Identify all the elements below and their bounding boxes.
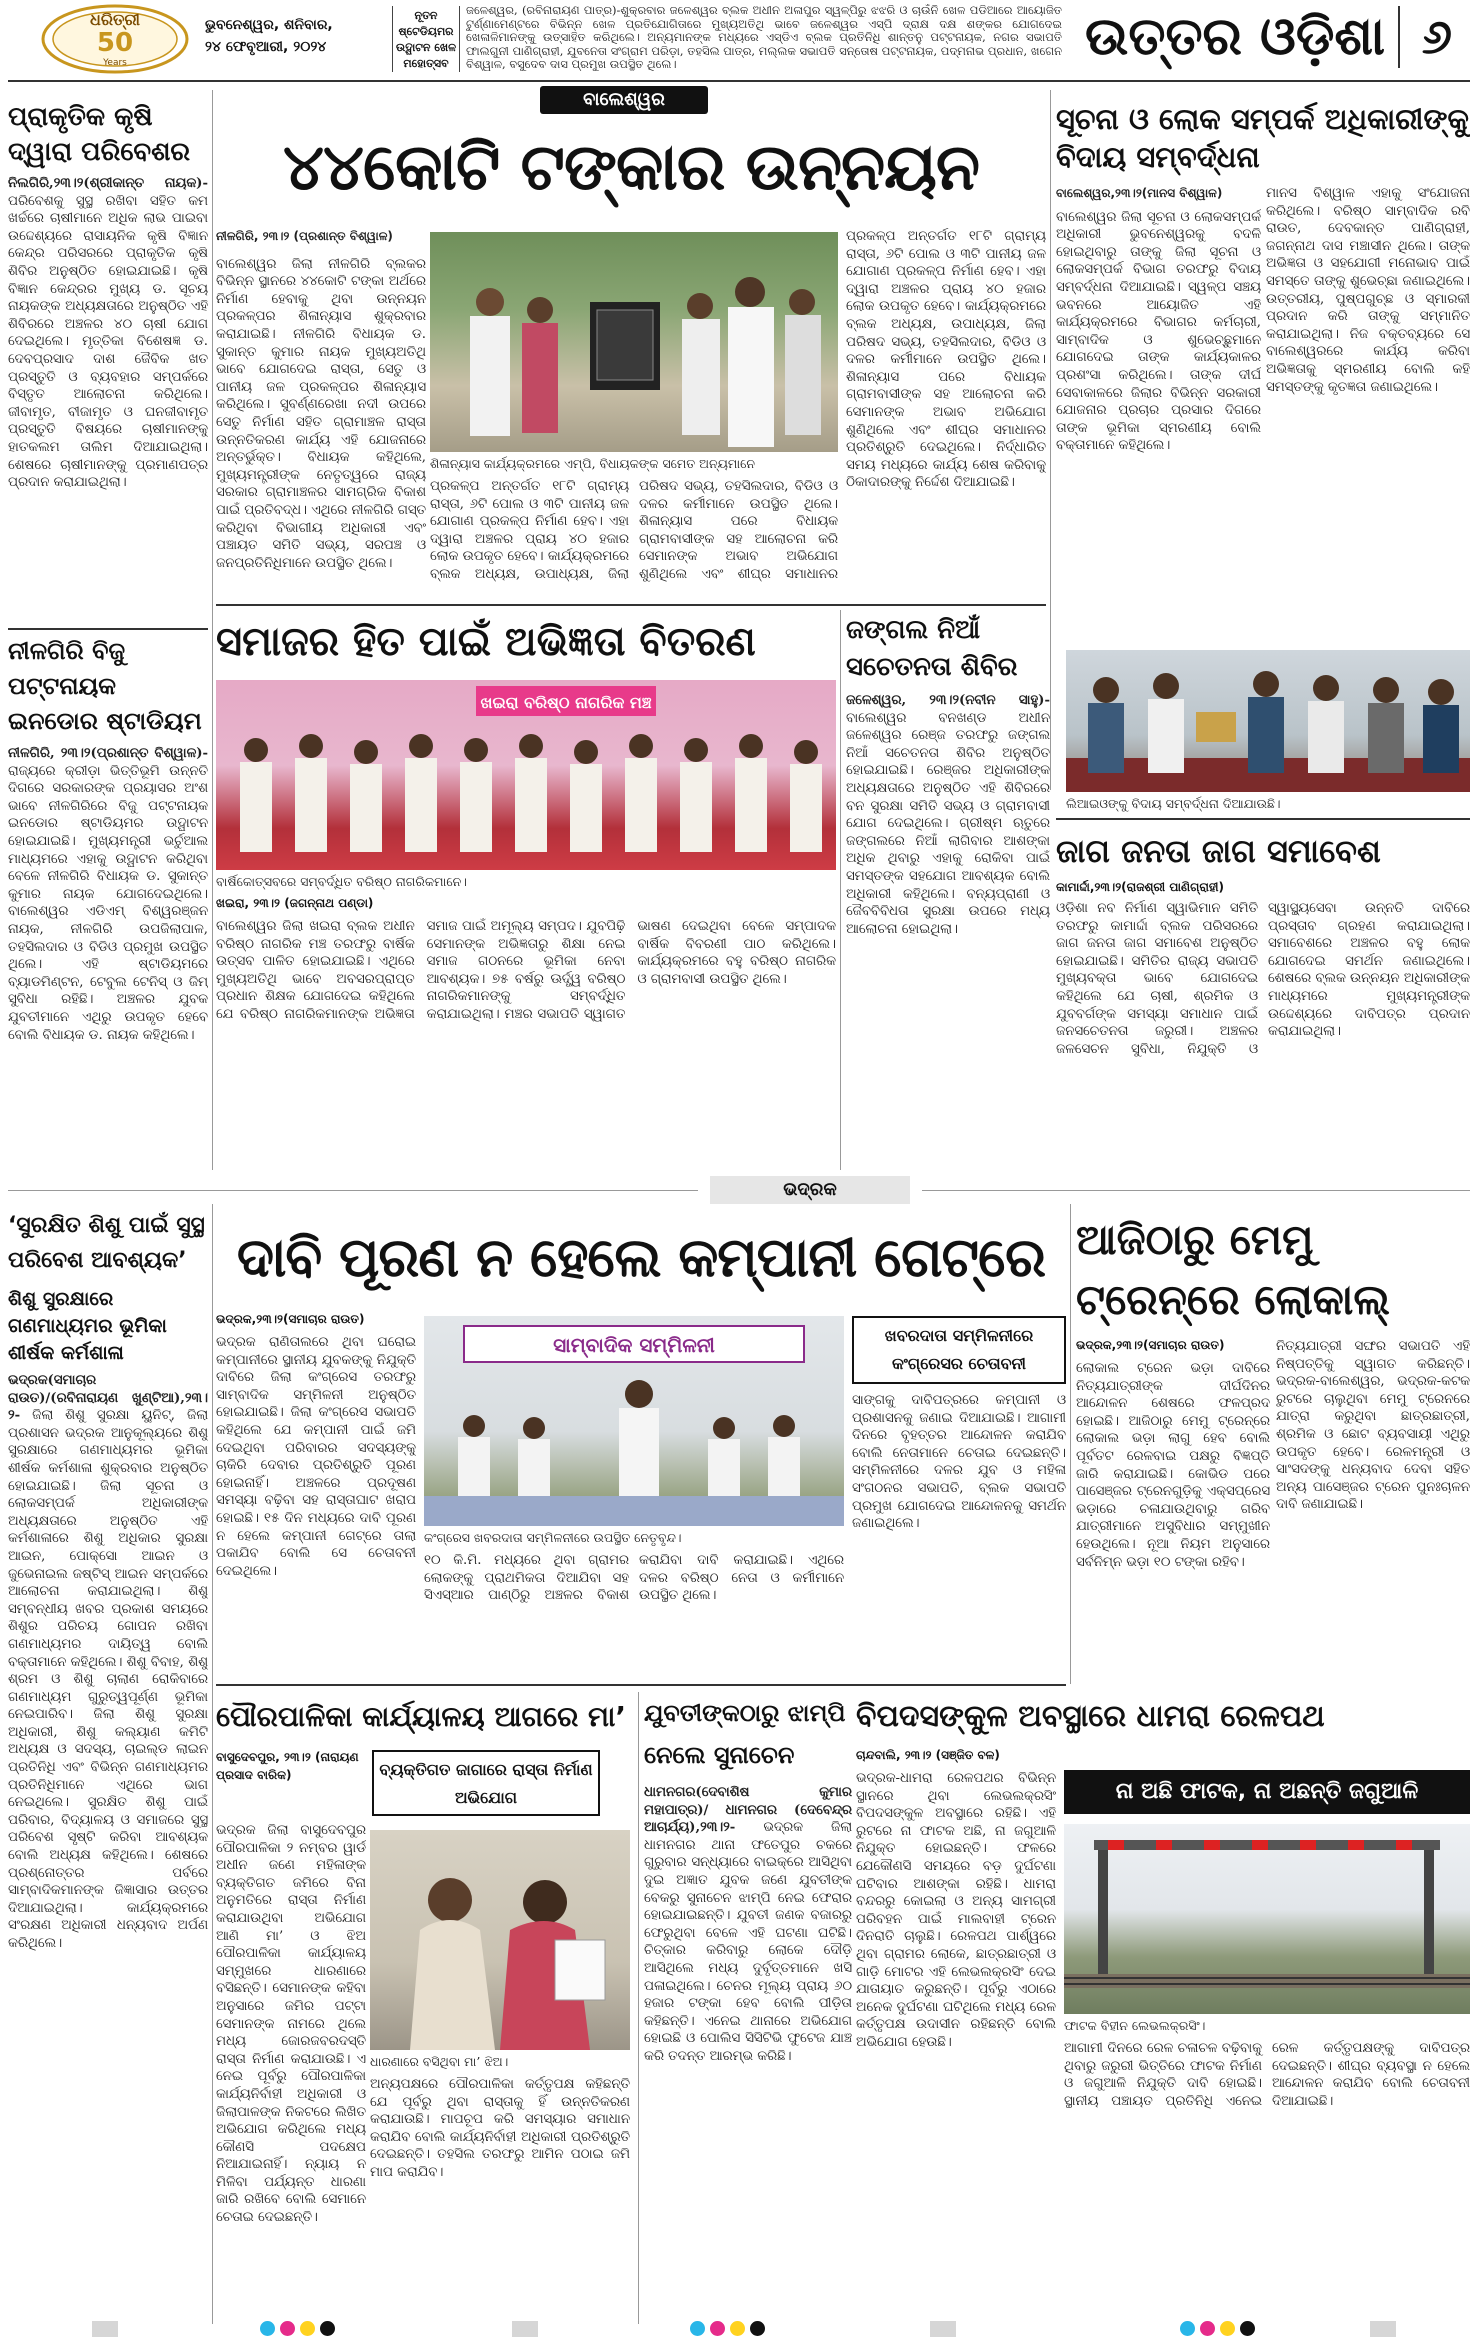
registration-mark [92, 2321, 118, 2337]
shilanyas-caption: ଶିଳାନ୍ୟାସ କାର୍ଯ୍ୟକ୍ରମରେ ଏମ୍‌ପି, ବିଧାୟକଙ୍କ ସମେତ ଅନ୍ୟମାନେ [430, 456, 755, 471]
issue-date-line2: ୨୪ ଫେବୃଆରୀ, ୨୦୨୪ [205, 39, 327, 55]
dhamara-headline: ବିପଦସଙ୍କୁଳ ଅବସ୍ଥାରେ ଧାମରା ରେଳପଥ [856, 1699, 1325, 1734]
bidaya-text: ବାଲେଶ୍ୱର ଜିଲା ସୂଚନା ଓ ଲୋକସମ୍ପର୍କ ଅଧିକାରୀ ଭୁବନେଶ୍ୱରକୁ ବଦଳି ହୋଇଥିବାରୁ ତାଙ୍କୁ ଜିଲା ସୂଚନା ଓ ଲୋକସମ୍ପର୍କ ବିଭାଗ ତରଫରୁ ବିଦାୟ ସମ୍ବର୍ଦ୍ଧନା ଦିଆଯାଇଛି। ସ୍ୱଳ୍ପ ସଞ୍ଚୟ ଭବନରେ ଆୟୋଜିତ ଏହି କାର୍ଯ୍ୟକ୍ରମରେ ବିଭାଗର କର୍ମଚାରୀ, ସାମ୍ବାଦିକ ଓ ଶୁଭେଚ୍ଛୁମାନେ ଯୋଗଦେଇ ତାଙ୍କ କାର୍ଯ୍ୟକାଳର ପ୍ରଶଂସା କରିଥିଲେ। ତାଙ୍କ ଦୀର୍ଘ ସେବାକାଳରେ ଜିଲାର ବିଭିନ୍ନ ସରକାରୀ ଯୋଜନାର ପ୍ରଚାର ପ୍ରସାର ଦିଗରେ ତାଙ୍କ ଭୂମିକା ସ୍ମରଣୀୟ ବୋଲି ବକ୍ତାମାନେ କହିଥିଲେ। [1056, 209, 1261, 454]
swatch-magenta [710, 2321, 725, 2336]
dabi-dateline: ଭଦ୍ରକ,୨୩।୨(ସମାଚାର ରାଉତ) [216, 1312, 365, 1326]
dabi-banner-text: ସାମ୍ବାଦିକ ସମ୍ମିଳନୀ [553, 1333, 715, 1357]
logo-number: 50 [96, 28, 134, 58]
shilanyas-dateline: ନୀଳଗିରି, ୨୩।୨ (ପ୍ରଶାନ୍ତ ବିଶ୍ୱାଳ) [216, 229, 393, 243]
section-label-bhadrak: ଭଦ୍ରକ [710, 1176, 910, 1204]
shilanyas-text: ବାଲେଶ୍ୱର ଜିଲା ନୀଳଗିରି ବ୍ଲକର ବିଭିନ୍ନ ସ୍ଥାନରେ ୪୪କୋଟି ଟଙ୍କା ଅର୍ଥରେ ନିର୍ମାଣ ହେବାକୁ ଥିବା ଉନ୍ନୟନ ପ୍ରକଳ୍ପର ଶିଳାନ୍ୟାସ ଶୁକ୍ରବାର କରାଯାଇଛି। ନୀଳଗିରି ବିଧାୟକ ଡ. ସୁକାନ୍ତ କୁମାର ନାୟକ ମୁଖ୍ୟଅତିଥି ଭାବେ ଯୋଗଦେଇ ରାସ୍ତା, ସେତୁ ଓ ପାନୀୟ ଜଳ ପ୍ରକଳ୍ପର ଶିଳାନ୍ୟାସ କରିଥିଲେ। ସୁବର୍ଣ୍ଣରେଖା ନଦୀ ଉପରେ ସେତୁ ନିର୍ମାଣ ସହିତ ଗ୍ରାମାଞ୍ଚଳ ରାସ୍ତା ଉନ୍ନତିକରଣ କାର୍ଯ୍ୟ ଏହି ଯୋଜନାରେ ଅନ୍ତର୍ଭୁକ୍ତ। ବିଧାୟକ କହିଥିଲେ, ମୁଖ୍ୟମନ୍ତ୍ରୀଙ୍କ ନେତୃତ୍ୱରେ ରାଜ୍ୟ ସରକାର ଗ୍ରାମାଞ୍ଚଳର ସାମଗ୍ରିକ ବିକାଶ ପାଇଁ ପ୍ରତିବଦ୍ଧ। ଏଥିରେ ନୀଳଗିରି ଗସ୍ତ କରିଥିବା ବିଭାଗୀୟ ଅଧିକାରୀ ଏବଂ ପଞ୍ଚାୟତ ସମିତି ସଭ୍ୟ, ସରପଞ୍ଚ ଓ ଜନପ୍ରତିନିଧିମାନେ ଉପସ୍ଥିତ ଥିଲେ। [216, 256, 426, 571]
jungle-body [846, 692, 1050, 1170]
issue-date-line1: ଭୁବନେଶ୍ୱର, ଶନିବାର, [205, 17, 333, 33]
col-divider-4 [212, 1204, 213, 2324]
yubati-dateline: ଧାମନଗର(ଦେବାଶିଷ କୁମାର ମହାପାତ୍ର)/ ଧାମନଗର (ଦେବେନ୍ଦ୍ର ଆଚାର୍ଯ୍ୟ),୨୩।୨- [644, 1785, 852, 1836]
samaj-headline: ସମାଜର ହିତ ପାଇଁ ଅଭିଜ୍ଞତା ବିତରଣ [216, 619, 756, 665]
dabi-sidehead-box [852, 1316, 1066, 1384]
pourapalika-caption: ଧାରଣାରେ ବସିଥିବା ମା’ ଝିଅ। [370, 2054, 509, 2069]
dabi-rule [216, 1684, 1066, 1686]
dhamara-subhead: ନା ଅଛି ଫାଟକ, ନା ଅଛନ୍ତି ଜଗୁଆଳି [1064, 1770, 1470, 1814]
samaj-body: ବାଲେଶ୍ୱର ଜିଲା ଖଇରା ବ୍ଲକ ଅଧୀନ ବରିଷ୍ଠ ନାଗରିକ ମଞ୍ଚ ତରଫରୁ ବାର୍ଷିକ ଉତ୍ସବ ପାଳିତ ହୋଇଯାଇଛି। ଏଥିରେ ମୁଖ୍ୟଅତିଥି ଭାବେ ଅବସରପ୍ରାପ୍ତ ପ୍ରଧାନ ଶିକ୍ଷକ ଯୋଗଦେଇ କହିଥିଲେ ଯେ ବରିଷ୍ଠ ନାଗରିକମାନଙ୍କ ଅଭିଜ୍ଞତା ସମାଜ ପାଇଁ ଅମୂଲ୍ୟ ସମ୍ପଦ। ଯୁବପିଢ଼ି ସେମାନଙ୍କ ଅଭିଜ୍ଞତାରୁ ଶିକ୍ଷା ନେଇ ସମାଜ ଗଠନରେ ଭୂମିକା ନେବା ଆବଶ୍ୟକ। ୭୫ ବର୍ଷରୁ ଊର୍ଦ୍ଧ୍ୱ ବରିଷ୍ଠ ନାଗରିକମାନଙ୍କୁ ସମ୍ବର୍ଦ୍ଧିତ କରାଯାଇଥିଲା। ମଞ୍ଚର ସଭାପତି ସ୍ୱାଗତ ଭାଷଣ ଦେଇଥିବା ବେଳେ ସମ୍ପାଦକ ବାର୍ଷିକ ବିବରଣୀ ପାଠ କରିଥିଲେ। କାର୍ଯ୍ୟକ୍ରମରେ ବହୁ ବରିଷ୍ଠ ନାଗରିକ ଓ ଗ୍ରାମବାସୀ ଉପସ୍ଥିତ ଥିଲେ। [216, 919, 836, 1022]
logo-name: ଧରିତ୍ରୀ [90, 10, 140, 29]
swatch-cyan [260, 2321, 275, 2336]
bidaya-photo [1066, 650, 1470, 792]
pourapalika-subhead-box [372, 1750, 600, 1816]
col-divider-6 [638, 1692, 639, 2324]
stadium-headline: ନୀଳଗିରି ବିଜୁ ପଟ୍ଟନାୟକ ଇନଡୋର ଷ୍ଟାଡିୟମ [8, 637, 202, 735]
print-marks [0, 2320, 1477, 2339]
stadium-dateline: ନୀଳଗିରି, ୨୩।୨(ପ୍ରଶାନ୍ତ ବିଶ୍ୱାଳ)- [8, 746, 208, 761]
dhamara-col2: ଆଗାମୀ ଦିନରେ ରେଳ ଚଳାଚଳ ବଢ଼ିବାକୁ ଥିବାରୁ ଜରୁରୀ ଭିତ୍ତିରେ ଫାଟକ ନିର୍ମାଣ ଓ ଜଗୁଆଳି ନିଯୁକ୍ତି ଦାବି ହୋଇଛି। ସ୍ଥାନୀୟ ପଞ୍ଚାୟତ ପ୍ରତିନିଧି ଏନେଇ ରେଳ କର୍ତ୍ତୃପକ୍ଷଙ୍କୁ ଦାବିପତ୍ର ଦେଇଛନ୍ତି। ଶୀଘ୍ର ବ୍ୟବସ୍ଥା ନ ହେଲେ ଆନ୍ଦୋଳନ କରାଯିବ ବୋଲି ଚେତାବନୀ ଦିଆଯାଇଛି। [1064, 2041, 1470, 2109]
col-divider-3 [840, 610, 841, 1170]
krushi-rule [8, 628, 208, 630]
yubati-headline: ଯୁବତୀଙ୍କଠାରୁ ଝାମ୍ପି ନେଲେ ସୁନାଚେନ [644, 1699, 846, 1769]
issue-date [205, 14, 385, 64]
dabi-photo [424, 1316, 844, 1526]
press-meet-image [424, 1316, 844, 1526]
bhadrak-rule-left [8, 1190, 698, 1191]
memu-col2: ନିତ୍ୟଯାତ୍ରୀ ସଙ୍ଘର ସଭାପତି ଏହି ନିଷ୍ପତ୍ତିକୁ ସ୍ୱାଗତ କରିଛନ୍ତି। ଭଦ୍ରକ-ବାଲେଶ୍ୱର, ଭଦ୍ରକ-କଟକ ରୁଟରେ ଚାଲୁଥିବା ମେମୁ ଟ୍ରେନରେ ଯାତ୍ରା କରୁଥିବା ଛାତ୍ରଛାତ୍ରୀ, ଶ୍ରମିକ ଓ ଛୋଟ ବ୍ୟବସାୟୀ ଏଥିରୁ ଉପକୃତ ହେବେ। ରେଳମନ୍ତ୍ରୀ ଓ ସାଂସଦଙ୍କୁ ଧନ୍ୟବାଦ ଦେବା ସହିତ ଅନ୍ୟ ପାସେଞ୍ଜର ଟ୍ରେନ ପୁନଃଚାଳନ ଦାବି ଜଣାଯାଇଛି। [1276, 1339, 1470, 1513]
samaj-banner-text: ଖଇରା ବରିଷ୍ଠ ନାଗରିକ ମଞ୍ଚ [480, 693, 652, 712]
logo-sub: Years [103, 58, 127, 68]
dabi-col3: ସାଙ୍ଗକୁ ଦାବିପତ୍ରରେ କମ୍ପାନୀ ଓ ପ୍ରଶାସନକୁ ଜଣାଇ ଦିଆଯାଇଛି। ଆଗାମୀ ଦିନରେ ବୃହତ୍ତର ଆନ୍ଦୋଳନ କରାଯିବ ବୋଲି ନେତାମାନେ ଚେତାଇ ଦେଇଛନ୍ତି। ସମ୍ମିଳନୀରେ ଦଳର ଯୁବ ଓ ମହିଳା ସଂଗଠନର ସଭାପତି, ବ୍ଲକ ସଭାପତି ପ୍ରମୁଖ ଯୋଗଦେଇ ଆନ୍ଦୋଳନକୁ ସମର୍ଥନ ଜଣାଇଥିଲେ। [852, 1393, 1066, 1532]
dabi-caption: କଂଗ୍ରେସ ଖବରଦାତା ସମ୍ମିଳନୀରେ ଉପସ୍ଥିତ ନେତୃବୃନ୍ଦ। [424, 1530, 682, 1545]
swatch-black [750, 2321, 765, 2336]
dabi-headline: ଦାବି ପୂରଣ ନ ହେଲେ କମ୍ପାନୀ ଗେଟ୍‌ରେ [236, 1226, 1046, 1289]
jaga-body: ଓଡ଼ିଶା ନବ ନିର୍ମାଣ ସ୍ୱାଭିମାନ ସମିତି ତରଫରୁ କାମାର୍ଦ୍ଦା ବ୍ଲକ ପରିସରରେ ଜାଗ ଜନତା ଜାଗ ସମାବେଶ ଅନୁଷ୍ଠିତ ହୋଇଯାଇଛି। ସମିତିର ରାଜ୍ୟ ସଭାପତି ମୁଖ୍ୟବକ୍ତା ଭାବେ ଯୋଗଦେଇ କହିଥିଲେ ଯେ ଚାଷୀ, ଶ୍ରମିକ ଓ ଯୁବବର୍ଗଙ୍କ ସମସ୍ୟା ସମାଧାନ ପାଇଁ ଜନସଚେତନତା ଜରୁରୀ। ଅଞ୍ଚଳର ଜଳସେଚନ ସୁବିଧା, ନିଯୁକ୍ତି ଓ ସ୍ୱାସ୍ଥ୍ୟସେବା ଉନ୍ନତି ଦାବିରେ ପ୍ରସ୍ତାବ ଗ୍ରହଣ କରାଯାଇଥିଲା। ସମାବେଶରେ ଅଞ୍ଚଳର ବହୁ ଲୋକ ଯୋଗଦେଇ ସମର୍ଥନ ଜଣାଇଥିଲେ। ଶେଷରେ ବ୍ଲକ ଉନ୍ନୟନ ଅଧିକାରୀଙ୍କ ମାଧ୍ୟମରେ ମୁଖ୍ୟମନ୍ତ୍ରୀଙ୍କ ଉଦ୍ଦେଶ୍ୟରେ ଦାବିପତ୍ର ପ୍ରଦାନ କରାଯାଇଥିଲା। [1056, 901, 1470, 1057]
felicitation-image [1066, 650, 1470, 792]
memu-headline: ଆଜିଠାରୁ ମେମୁ ଟ୍ରେନ୍‌ରେ ଲୋକାଲ୍ [1076, 1215, 1390, 1324]
col-divider-5 [1070, 1204, 1071, 1684]
shishu-subhead: ଶିଶୁ ସୁରକ୍ଷାରେ ଗଣମାଧ୍ୟମର ଭୂମିକା ଶୀର୍ଷକ କର୍ମଶାଳା [8, 1288, 167, 1364]
samaj-photo [216, 680, 836, 870]
col-divider-2 [1050, 90, 1051, 790]
jaga-headline: ଜାଗ ଜନତା ଜାଗ ସମାବେଶ [1056, 832, 1381, 870]
bhadrak-rule-right [922, 1190, 1470, 1191]
yubati-col1 [644, 1784, 852, 2327]
swatch-cyan [1180, 2321, 1195, 2336]
krushi-body [8, 175, 208, 625]
bidaya-col1 [1056, 185, 1261, 605]
shishu-text: ଜିଲା ଶିଶୁ ସୁରକ୍ଷା ୟୁନିଟ୍, ଜିଲା ପ୍ରଶାସନ ଭଦ୍ରକ ଆନୁକୂଲ୍ୟରେ ଶିଶୁ ସୁରକ୍ଷାରେ ଗଣମାଧ୍ୟମର ଭୂମିକା ଶୀର୍ଷକ କର୍ମଶାଳା ଶୁକ୍ରବାର ଅନୁଷ୍ଠିତ ହୋଇଯାଇଛି। ଜିଲା ସୂଚନା ଓ ଲୋକସମ୍ପର୍କ ଅଧିକାରୀଙ୍କ ଅଧ୍ୟକ୍ଷତାରେ ଅନୁଷ୍ଠିତ ଏହି କର୍ମଶାଳାରେ ଶିଶୁ ଅଧିକାର ସୁରକ୍ଷା ଆଇନ, ପୋକ୍ସୋ ଆଇନ ଓ ଜୁଭେନାଇଲ ଜଷ୍ଟିସ୍ ଆଇନ ସମ୍ପର୍କରେ ଆଲୋଚନା କରାଯାଇଥିଲା। ଶିଶୁ ସମ୍ବନ୍ଧୀୟ ଖବର ପ୍ରକାଶ ସମୟରେ ଶିଶୁର ପରିଚୟ ଗୋପନ ରଖିବା ଗଣମାଧ୍ୟମର ଦାୟିତ୍ୱ ବୋଲି ବକ୍ତାମାନେ କହିଥିଲେ। ଶିଶୁ ବିବାହ, ଶିଶୁ ଶ୍ରମ ଓ ଶିଶୁ ଚାଲାଣ ରୋକିବାରେ ଗଣମାଧ୍ୟମ ଗୁରୁତ୍ୱପୂର୍ଣ୍ଣ ଭୂମିକା ନେଇପାରିବ। ଜିଲା ଶିଶୁ ସୁରକ୍ଷା ଅଧିକାରୀ, ଶିଶୁ କଲ୍ୟାଣ କମିଟି ଅଧ୍ୟକ୍ଷ ଓ ସଦସ୍ୟ, ଚାଇଲ୍ଡ ଲାଇନ ପ୍ରତିନିଧି ଏବଂ ବିଭିନ୍ନ ଗଣମାଧ୍ୟମର ପ୍ରତିନିଧିମାନେ ଏଥିରେ ଭାଗ ନେଇଥିଲେ। ସୁରକ୍ଷିତ ଶିଶୁ ପାଇଁ ପରିବାର, ବିଦ୍ୟାଳୟ ଓ ସମାଜରେ ସୁସ୍ଥ ପରିବେଶ ସୃଷ୍ଟି କରିବା ଆବଶ୍ୟକ ବୋଲି ଅଧ୍ୟକ୍ଷ କହିଥିଲେ। ଶେଷରେ ପ୍ରଶ୍ନୋତ୍ତର ପର୍ବରେ ସାମ୍ବାଦିକମାନଙ୍କ ଜିଜ୍ଞାସାର ଉତ୍ତର ଦିଆଯାଇଥିଲା। କାର୍ଯ୍ୟକ୍ରମରେ ସଂରକ୍ଷଣ ଅଧିକାରୀ ଧନ୍ୟବାଦ ଅର୍ପଣ କରିଥିଲେ। [8, 1408, 208, 1951]
swatch-black [320, 2321, 335, 2336]
page-number: ୬ [1421, 9, 1453, 65]
shishu-dateline: ଭଦ୍ରକ(ସମାଚାର ରାଉତ)/(ରବିନାରାୟଣ ଖୁଣ୍ଟିଆ),୨୩।୨- [8, 1373, 208, 1424]
pourapalika-col1: ଭଦ୍ରକ ଜିଲା ବାସୁଦେବପୁର ପୌରପାଳିକା ୨ ନମ୍ବର ୱାର୍ଡ ଅଧୀନ ଜଣେ ମହିଳାଙ୍କ ବ୍ୟକ୍ତିଗତ ଜମିରେ ବିନା ଅନୁମତିରେ ରାସ୍ତା ନିର୍ମାଣ କରାଯାଉଥିବା ଅଭିଯୋଗ ଆଣି ମା’ ଓ ଝିଅ ପୌରପାଳିକା କାର୍ଯ୍ୟାଳୟ ସମ୍ମୁଖରେ ଧାରଣାରେ ବସିଛନ୍ତି। ସେମାନଙ୍କ କହିବା ଅନୁସାରେ ଜମିର ପଟ୍ଟା ସେମାନଙ୍କ ନାମରେ ଥିଲେ ମଧ୍ୟ ଜୋରଜବରଦସ୍ତି ରାସ୍ତା ନିର୍ମାଣ କରାଯାଉଛି। ଏ ନେଇ ପୂର୍ବରୁ ପୌରପାଳିକା କାର୍ଯ୍ୟନିର୍ବାହୀ ଅଧିକାରୀ ଓ ଜିଲାପାଳଙ୍କ ନିକଟରେ ଲିଖିତ ଅଭିଯୋଗ କରିଥିଲେ ମଧ୍ୟ କୌଣସି ପଦକ୍ଷେପ ନିଆଯାଇନାହିଁ। ନ୍ୟାୟ ନ ମିଳିବା ପର୍ଯ୍ୟନ୍ତ ଧାରଣା ଜାରି ରଖିବେ ବୋଲି ସେମାନେ ଚେତାଇ ଦେଇଛନ୍ତି। [216, 1823, 366, 2226]
dabi-sidehead: ଖବରଦାତା ସମ୍ମିଳନୀରେ କଂଗ୍ରେସର ଚେତାବନୀ [884, 1326, 1034, 1373]
swatch-black [1240, 2321, 1255, 2336]
jungle-headline: ଜଙ୍ଗଲ ନିଆଁ ସଚେତନତା ଶିବିର [846, 615, 1018, 682]
bidaya-col2: ମାନସ ବିଶ୍ୱାଳ ଏହାକୁ ସଂଯୋଜନା କରିଥିଲେ। ବରିଷ୍ଠ ସାମ୍ବାଦିକ ରବି ରାଉତ, ଦେବକାନ୍ତ ପାଣିଗ୍ରାହୀ, ଜଗନ୍ନାଥ ଦାସ ମଞ୍ଚାସୀନ ଥିଲେ। ତାଙ୍କ ଅଭିଜ୍ଞତା ଓ ସହଯୋଗୀ ମନୋଭାବ ପାଇଁ ସମସ୍ତେ ତାଙ୍କୁ ଶୁଭେଚ୍ଛା ଜଣାଇଥିଲେ। ଉତ୍ତରୀୟ, ପୁଷ୍ପଗୁଚ୍ଛ ଓ ସ୍ମାରକୀ ପ୍ରଦାନ କରି ତାଙ୍କୁ ସମ୍ମାନିତ କରାଯାଇଥିଲା। ନିଜ ବକ୍ତବ୍ୟରେ ସେ ବାଲେଶ୍ୱରରେ କାର୍ଯ୍ୟ କରିବା ଅଭିଜ୍ଞତାକୁ ସ୍ମରଣୀୟ ବୋଲି କହି ସମସ୍ତଙ୍କୁ କୃତଜ୍ଞତା ଜଣାଇଥିଲେ। [1266, 186, 1470, 395]
shilanyas-col2: ପ୍ରକଳ୍ପ ଅନ୍ତର୍ଗତ ୧୮ଟି ଗ୍ରାମ୍ୟ ରାସ୍ତା, ୬ଟି ପୋଲ ଓ ୩ଟି ପାନୀୟ ଜଳ ଯୋଗାଣ ପ୍ରକଳ୍ପ ନିର୍ମାଣ ହେବ। ଏହା ଦ୍ୱାରା ଅଞ୍ଚଳର ପ୍ରାୟ ୪୦ ହଜାର ଲୋକ ଉପକୃତ ହେବେ। କାର୍ଯ୍ୟକ୍ରମରେ ବ୍ଲକ ଅଧ୍ୟକ୍ଷ, ଉପାଧ୍ୟକ୍ଷ, ଜିଲା ପରିଷଦ ସଭ୍ୟ, ତହସିଲଦାର, ବିଡିଓ ଓ ଦଳର କର୍ମୀମାନେ ଉପସ୍ଥିତ ଥିଲେ। ଶିଳାନ୍ୟାସ ପରେ ବିଧାୟକ ଗ୍ରାମବାସୀଙ୍କ ସହ ଆଲୋଚନା କରି ସେମାନଙ୍କ ଅଭାବ ଅଭିଯୋଗ ଶୁଣିଥିଲେ ଏବଂ ଶୀଘ୍ର ସମାଧାନର [430, 479, 838, 582]
anniversary-logo [40, 4, 190, 74]
jungle-dateline: ଜଳେଶ୍ୱର, ୨୩।୨(ନବୀନ ସାହୁ)- [846, 693, 1050, 708]
shishu-body [8, 1372, 208, 2327]
dhamara-col1: ଭଦ୍ରକ-ଧାମରା ରେଳପଥର ବିଭିନ୍ନ ସ୍ଥାନରେ ଥିବା ଲେଭଲକ୍ରସିଂ ବିପଦସଙ୍କୁଳ ଅବସ୍ଥାରେ ରହିଛି। ଏହି ରୁଟରେ ନା ଫାଟକ ଅଛି, ନା ଜଗୁଆଳି ନିଯୁକ୍ତ ହୋଇଛନ୍ତି। ଫଳରେ ଯେକୌଣସି ସମୟରେ ବଡ଼ ଦୁର୍ଘଟଣା ଘଟିବାର ଆଶଙ୍କା ରହିଛି। ଧାମରା ବନ୍ଦରରୁ କୋଇଲା ଓ ଅନ୍ୟ ସାମଗ୍ରୀ ପରିବହନ ପାଇଁ ମାଲବାହୀ ଟ୍ରେନ ଦିନରାତି ଚାଲୁଛି। ରେଳପଥ ପାର୍ଶ୍ୱରେ ଥିବା ଗ୍ରାମର ଲୋକେ, ଛାତ୍ରଛାତ୍ରୀ ଓ ଗାଡ଼ି ମୋଟର ଏହି ଲେଭଲକ୍ରସିଂ ଦେଇ ଯାତାୟାତ କରୁଛନ୍ତି। ପୂର୍ବରୁ ଏଠାରେ ଅନେକ ଦୁର୍ଘଟଣା ଘଟିଥିଲେ ମଧ୍ୟ ରେଳ କର୍ତ୍ତୃପକ୍ଷ ଉଦାସୀନ ରହିଛନ୍ତି ବୋଲି ଅଭିଯୋଗ ହେଉଛି। [856, 1771, 1056, 2050]
senior-citizens-image [216, 680, 836, 870]
registration-mark [512, 2321, 538, 2337]
shilanyas-headline: ୪୪କୋଟି ଟଙ୍କାର ଉନ୍ନୟନ [282, 131, 980, 205]
level-crossing-image [1064, 1824, 1470, 2014]
bidaya-dateline: ବାଲେଶ୍ୱର,୨୩।୨(ମାନସ ବିଶ୍ୱାଳ) [1056, 186, 1223, 200]
samaj-caption: ବାର୍ଷିକୋତ୍ସବରେ ସମ୍ବର୍ଦ୍ଧିତ ବରିଷ୍ଠ ନାଗରିକମାନେ। [216, 874, 467, 889]
pourapalika-subhead: ବ୍ୟକ୍ତିଗତ ଜାଗାରେ ରାସ୍ତା ନିର୍ମାଣ ଅଭିଯୋଗ [379, 1760, 593, 1807]
shilanyas-col1 [216, 228, 426, 598]
dhamara-caption: ଫାଟକ ବିହୀନ ଲେଭଲକ୍ରସିଂ। [1064, 2018, 1206, 2033]
plaque-ceremony-image [430, 232, 838, 452]
shilanyas-col3 [846, 228, 1046, 598]
dabi-col1: ଭଦ୍ରକ ରାଣିତାଲରେ ଥିବା ଘରୋଇ କମ୍ପାନୀରେ ସ୍ଥାନୀୟ ଯୁବକଙ୍କୁ ନିଯୁକ୍ତି ଦାବିରେ ଜିଲା କଂଗ୍ରେସ ତରଫରୁ ସାମ୍ବାଦିକ ସମ୍ମିଳନୀ ଅନୁଷ୍ଠିତ ହୋଇଯାଇଛି। ଜିଲା କଂଗ୍ରେସ ସଭାପତି କହିଥିଲେ ଯେ କମ୍ପାନୀ ପାଇଁ ଜମି ଦେଇଥିବା ପରିବାରର ସଦସ୍ୟଙ୍କୁ ଚାକିରି ଦେବାର ପ୍ରତିଶ୍ରୁତି ପୂରଣ ହୋଇନାହିଁ। ଅଞ୍ଚଳରେ ପ୍ରଦୂଷଣ ସମସ୍ୟା ବଢ଼ିବା ସହ ରାସ୍ତାଘାଟ ଖରାପ ହୋଇଛି। ୧୫ ଦିନ ମଧ୍ୟରେ ଦାବି ପୂରଣ ନ ହେଲେ କମ୍ପାନୀ ଗେଟ୍‌ରେ ତାଲା ପକାଯିବ ବୋଲି ସେ ଚେତାବନୀ ଦେଇଥିଲେ। [216, 1335, 416, 1579]
shilanyas-col3-text: ପ୍ରକଳ୍ପ ଅନ୍ତର୍ଗତ ୧୮ଟି ଗ୍ରାମ୍ୟ ରାସ୍ତା, ୬ଟି ପୋଲ ଓ ୩ଟି ପାନୀୟ ଜଳ ଯୋଗାଣ ପ୍ରକଳ୍ପ ନିର୍ମାଣ ହେବ। ଏହା ଦ୍ୱାରା ଅଞ୍ଚଳର ପ୍ରାୟ ୪୦ ହଜାର ଲୋକ ଉପକୃତ ହେବେ। କାର୍ଯ୍ୟକ୍ରମରେ ବ୍ଲକ ଅଧ୍ୟକ୍ଷ, ଉପାଧ୍ୟକ୍ଷ, ଜିଲା ପରିଷଦ ସଭ୍ୟ, ତହସିଲଦାର, ବିଡିଓ ଓ ଦଳର କର୍ମୀମାନେ ଉପସ୍ଥିତ ଥିଲେ। ଶିଳାନ୍ୟାସ ପରେ ବିଧାୟକ ଗ୍ରାମବାସୀଙ୍କ ସହ ଆଲୋଚନା କରି ସେମାନଙ୍କ ଅଭାବ ଅଭିଯୋଗ ଶୁଣିଥିଲେ ଏବଂ ଶୀଘ୍ର ସମାଧାନର ପ୍ରତିଶ୍ରୁତି ଦେଇଥିଲେ। ନିର୍ଦ୍ଧାରିତ ସମୟ ମଧ୍ୟରେ କାର୍ଯ୍ୟ ଶେଷ କରିବାକୁ ଠିକାଦାରଙ୍କୁ ନିର୍ଦ୍ଦେଶ ଦିଆଯାଇଛି। [846, 229, 1046, 491]
pourapalika-photo [370, 1830, 630, 2050]
section-title: ଉତ୍ତର ଓଡ଼ିଶା [1085, 7, 1385, 67]
dhamara-photo [1064, 1824, 1470, 2014]
memu-col1: ଲୋକାଲ ଟ୍ରେନ ଭଡ଼ା ଦାବିରେ ନିତ୍ୟଯାତ୍ରୀଙ୍କ ଦୀର୍ଘଦିନର ଆନ୍ଦୋଳନ ଶେଷରେ ଫଳପ୍ରଦ ହୋଇଛି। ଆଜିଠାରୁ ମେମୁ ଟ୍ରେନ୍‌ରେ ଲୋକାଲ ଭଡ଼ା ଲାଗୁ ହେବ ବୋଲି ପୂର୍ବତଟ ରେଳବାଇ ପକ୍ଷରୁ ବିଜ୍ଞପ୍ତି ଜାରି କରାଯାଇଛି। କୋଭିଡ ପରେ ପାସେଞ୍ଜର ଟ୍ରେନଗୁଡ଼ିକୁ ଏକ୍ସପ୍ରେସ ଭଡ଼ାରେ ଚଳାଯାଉଥିବାରୁ ଗରିବ ଯାତ୍ରୀମାନେ ଅସୁବିଧାର ସମ୍ମୁଖୀନ ହେଉଥିଲେ। ନୂଆ ନିୟମ ଅନୁସାରେ ସର୍ବନିମ୍ନ ଭଡ଼ା ୧୦ ଟଙ୍କା ରହିବ। [1076, 1361, 1270, 1570]
masthead-divider [1398, 6, 1400, 68]
masthead-rule [8, 80, 1470, 82]
registration-mark [1370, 2321, 1396, 2337]
swatch-yellow [1220, 2321, 1235, 2336]
teaser-label: ନୂତନ ଷ୍ଟେଡିୟମର ଉଦ୍ଘାଟନ ଖେଳ ମହୋତ୍ସବ [392, 6, 460, 72]
section-label-balasore: ବାଲେଶ୍ୱର [540, 86, 708, 114]
krushi-text: ପରିବେଶକୁ ସୁସ୍ଥ ରଖିବା ସହିତ କମ ଖର୍ଚ୍ଚରେ ଚାଷୀମାନେ ଅଧିକ ଲାଭ ପାଇବା ଉଦ୍ଦେଶ୍ୟରେ ରାସାୟନିକ କୃଷି ବିଜ୍ଞାନ କେନ୍ଦ୍ର ପରିସରରେ ପ୍ରାକୃତିକ କୃଷି ଶିବିର ଅନୁଷ୍ଠିତ ହୋଇଯାଇଛି। କୃଷି ବିଜ୍ଞାନ କେନ୍ଦ୍ରର ମୁଖ୍ୟ ଡ. ସୂଚୟ ନାୟକଙ୍କ ଅଧ୍ୟକ୍ଷତାରେ ଅନୁଷ୍ଠିତ ଏହି ଶିବିରରେ ଅଞ୍ଚଳର ୪୦ ଚାଷୀ ଯୋଗ ଦେଇଥିଲେ। ମୃତ୍ତିକା ବିଶେଷଜ୍ଞ ଡ. ଦେବପ୍ରସାଦ ଦାଶ ଜୈବିକ ଖତ ପ୍ରସ୍ତୁତି ଓ ବ୍ୟବହାର ସମ୍ପର୍କରେ ବିସ୍ତୃତ ଆଲୋଚନା କରିଥିଲେ। ଜୀବାମୃତ, ବୀଜାମୃତ ଓ ଘନଜୀବାମୃତ ପ୍ରସ୍ତୁତି ବିଷୟରେ ଚାଷୀମାନଙ୍କୁ ହାତକଲମ ତାଲିମ ଦିଆଯାଇଥିଲା। ଶେଷରେ ଚାଷୀମାନଙ୍କୁ ପ୍ରମାଣପତ୍ର ପ୍ରଦାନ କରାଯାଇଥିଲା। [8, 193, 208, 491]
dharana-image [370, 1830, 630, 2050]
pourapalika-col2: ଅନ୍ୟପକ୍ଷରେ ପୌରପାଳିକା କର୍ତ୍ତୃପକ୍ଷ କହିଛନ୍ତି ଯେ ପୂର୍ବରୁ ଥିବା ରାସ୍ତାକୁ ହିଁ ଉନ୍ନତିକରଣ କରାଯାଉଛି। ମାପଚୂପ କରି ସମସ୍ୟାର ସମାଧାନ କରାଯିବ ବୋଲି କାର୍ଯ୍ୟନିର୍ବାହୀ ଅଧିକାରୀ ପ୍ରତିଶ୍ରୁତି ଦେଇଛନ୍ତି। ତହସିଲ ତରଫରୁ ଆମିନ ପଠାଇ ଜମି ମାପ କରାଯିବ। [370, 2077, 630, 2180]
swatch-yellow [730, 2321, 745, 2336]
pourapalika-headline: ପୌରପାଳିକା କାର୍ଯ୍ୟାଳୟ ଆଗରେ ମା’ [216, 1700, 627, 1733]
registration-mark [930, 2321, 956, 2337]
teaser-text: ଜଳେଶ୍ୱର, (ରବିନାରାୟଣ ପାତ୍ର)-ଶୁକ୍ରବାର ଜଳେଶ୍ୱର ବ୍ଲକ ଅଧୀନ ଅଳାପୁର ସ୍ୱଳ୍ପିରୁ ଝଝରି ଓ ଚାଉଁନି ଖେଳ ପଡିଆରେ ଆୟୋଜିତ ଟୁର୍ଣ୍ଣାମେଣ୍ଟରେ ବିଭିନ୍ନ ଖେଳ ପ୍ରତିଯୋଗିତାରେ ମୁଖ୍ୟଅତିଥି ଭାବେ ଜଳେଶ୍ୱର ଏସ୍‌ପି ଦ୍ରାକ୍ଷ ଦକ୍ଷ ଶଙ୍କର ଯୋଗଦେଇ ଖେଳାଳିମାନଙ୍କୁ ଉତ୍ସାହିତ କରିଥିଲେ। ଅନ୍ୟମାନଙ୍କ ମଧ୍ୟରେ ଏସ୍‌ଡିଏ ବ୍ଲକ ପ୍ରତିନିଧି ଶାନ୍ତନୁ ପଟ୍ଟନାୟକ, ନଗର ସଭାପତି ଫାଲଗୁନୀ ପାଣିଗ୍ରାହୀ, ଯୁବନେତା ସଂଗ୍ରାମ ପରିଡ଼ା, ତହସିଲ ପାତ୍ର, ମଲ୍ଲକ ସଭାପତି ସନ୍ତୋଷ ପଟ୍ଟନାୟକ, ପଦ୍ମନାଭ ପ୍ରଧାନ, ଖଗେନ ବିଶ୍ୱାଳ, ବସୁଦେବ ଦାସ ପ୍ରମୁଖ ଉପସ୍ଥିତ ଥିଲେ। [466, 4, 1062, 72]
samaj-dateline: ଖଇରା, ୨୩।୨ (ଜଗନ୍ନାଥ ପଣ୍ଡା) [216, 896, 374, 910]
shishu-headline: ‘ସୁରକ୍ଷିତ ଶିଶୁ ପାଇଁ ସୁସ୍ଥ ପରିବେଶ ଆବଶ୍ୟକ’ [8, 1213, 205, 1273]
swatch-yellow [300, 2321, 315, 2336]
yubati-text: ଭଦ୍ରକ ଜିଲା ଧାମନଗର ଥାନା ଫତେପୁର ଚକରେ ଗୁରୁବାର ସନ୍ଧ୍ୟାରେ ବାଇକ୍‌ରେ ଆସିଥିବା ଦୁଇ ଅଜ୍ଞାତ ଯୁବକ ଜଣେ ଯୁବତୀଙ୍କ ବେକରୁ ସୁନାଚେନ ଝାମ୍ପି ନେଇ ଫେରାର ହୋଇଯାଇଛନ୍ତି। ଯୁବତୀ ଜଣକ ବଜାରରୁ ଫେରୁଥିବା ବେଳେ ଏହି ଘଟଣା ଘଟିଛି। ଚିତ୍କାର କରିବାରୁ ଲୋକେ ଦୌଡ଼ି ଆସିଥିଲେ ମଧ୍ୟ ଦୁର୍ବୃତ୍ତମାନେ ଖସି ପଳାଇଥିଲେ। ଚେନର ମୂଲ୍ୟ ପ୍ରାୟ ୬୦ ହଜାର ଟଙ୍କା ହେବ ବୋଲି ପୀଡ଼ିତା କହିଛନ୍ତି। ଏନେଇ ଥାନାରେ ଅଭିଯୋଗ ହୋଇଛି ଓ ପୋଲିସ ସିସିଟିଭି ଫୁଟେଜ ଯାଞ୍ଚ କରି ତଦନ୍ତ ଆରମ୍ଭ କରିଛି। [644, 1820, 852, 2064]
masthead [0, 0, 1477, 80]
dabi-col2: ୧୦ କି.ମି. ମଧ୍ୟରେ ଥିବା ଗ୍ରାମର ଲୋକଙ୍କୁ ପ୍ରାଥମିକତା ଦିଆଯିବା ସହ ସିଏସ୍‌ଆର ପାଣ୍ଠିରୁ ଅଞ୍ଚଳର ବିକାଶ କରାଯିବା ଦାବି କରାଯାଇଛି। ଏଥିରେ ଦଳର ବରିଷ୍ଠ ନେତା ଓ କର୍ମୀମାନେ ଉପସ୍ଥିତ ଥିଲେ। [424, 1553, 844, 1604]
bidaya-caption: ଲିଆଇଓଙ୍କୁ ବିଦାୟ ସମ୍ବର୍ଦ୍ଧନା ଦିଆଯାଉଛି। [1066, 796, 1281, 811]
jungle-text: ବାଲେଶ୍ୱର ବନଖଣ୍ଡ ଅଧୀନ ଜଳେଶ୍ୱର ରେଞ୍ଜ ତରଫରୁ ଜଙ୍ଗଲ ନିଆଁ ସଚେତନତା ଶିବିର ଅନୁଷ୍ଠିତ ହୋଇଯାଇଛି। ରେଞ୍ଜର ଅଧିକାରୀଙ୍କ ଅଧ୍ୟକ୍ଷତାରେ ଅନୁଷ୍ଠିତ ଏହି ଶିବିରରେ ବନ ସୁରକ୍ଷା ସମିତି ସଭ୍ୟ ଓ ଗ୍ରାମବାସୀ ଯୋଗ ଦେଇଥିଲେ। ଗ୍ରୀଷ୍ମ ଋତୁରେ ଜଙ୍ଗଲରେ ନିଆଁ ଲାଗିବାର ଆଶଙ୍କା ଅଧିକ ଥିବାରୁ ଏହାକୁ ରୋକିବା ପାଇଁ ସମସ୍ତଙ୍କ ସହଯୋଗ ଆବଶ୍ୟକ ବୋଲି ଅଧିକାରୀ କହିଥିଲେ। ବନ୍ୟପ୍ରାଣୀ ଓ ଜୈବବିବିଧତା ସୁରକ୍ଷା ଉପରେ ମଧ୍ୟ ଆଲୋଚନା ହୋଇଥିଲା। [846, 710, 1050, 937]
pourapalika-dateline: ବାସୁଦେବପୁର, ୨୩।୨ (ନାରାୟଣ ପ୍ରସାଦ ବାରିକ) [216, 1750, 359, 1782]
shilanyas-rule [216, 604, 1046, 606]
dhamara-dateline: ଚାନ୍ଦବାଲି, ୨୩।୨ (ସଞ୍ଜିତ ବଳ) [856, 1748, 1000, 1762]
krushi-headline: ପ୍ରାକୃତିକ କୃଷି ଦ୍ୱାରା ପରିବେଶର [8, 102, 191, 167]
jaga-dateline: କାମାର୍ଦ୍ଦା,୨୩।୨(ରାଜଶ୍ରୀ ପାଣିଗ୍ରାହୀ) [1056, 880, 1224, 894]
bidaya-headline: ସୂଚନା ଓ ଲୋକ ସମ୍ପର୍କ ଅଧିକାରୀଙ୍କୁ ବିଦାୟ ସମ୍ବର୍ଦ୍ଧନା [1056, 102, 1469, 174]
stadium-body [8, 745, 208, 1170]
bidaya-rule [1056, 818, 1470, 820]
swatch-magenta [280, 2321, 295, 2336]
col-divider-1 [212, 90, 213, 1170]
krushi-dateline: ନିଲଗିରି,୨୩।୨(ଶ୍ରୀକାନ୍ତ ନାୟକ)- [8, 176, 208, 191]
swatch-magenta [1200, 2321, 1215, 2336]
stadium-text: ରାଜ୍ୟରେ କ୍ରୀଡ଼ା ଭିତ୍ତିଭୂମି ଉନ୍ନତି ଦିଗରେ ସରକାରଙ୍କ ପ୍ରୟାସର ଅଂଶ ଭାବେ ନୀଳଗିରିରେ ବିଜୁ ପଟ୍ଟନାୟକ ଇନଡୋର ଷ୍ଟାଡିୟମର ଉଦ୍ଘାଟନ ହୋଇଯାଇଛି। ମୁଖ୍ୟମନ୍ତ୍ରୀ ଭର୍ଚୁଆଲ ମାଧ୍ୟମରେ ଏହାକୁ ଉଦ୍ଘାଟନ କରିଥିବା ବେଳେ ନୀଳଗିରି ବିଧାୟକ ଡ. ସୁକାନ୍ତ କୁମାର ନାୟକ ଯୋଗଦେଇଥିଲେ। ବାଲେଶ୍ୱର ଏଡିଏମ୍ ବିଶ୍ୱରଞ୍ଜନ ନାୟକ, ନୀଳଗିରି ଉପଜିଲାପାଳ, ତହସିଲଦାର ଓ ବିଡିଓ ପ୍ରମୁଖ ଉପସ୍ଥିତ ଥିଲେ। ଏହି ଷ୍ଟାଡିୟମରେ ବ୍ୟାଡମିଣ୍ଟନ, ଟେବୁଲ ଟେନିସ୍ ଓ ଜିମ୍ ସୁବିଧା ରହିଛି। ଅଞ୍ଚଳର ଯୁବକ ଯୁବତୀମାନେ ଏଥିରୁ ଉପକୃତ ହେବେ ବୋଲି ବିଧାୟକ ଡ. ନାୟକ କହିଥିଲେ। [8, 763, 208, 1043]
memu-dateline: ଭଦ୍ରକ,୨୩।୨(ସମାଚାର ରାଉତ) [1076, 1338, 1225, 1352]
shilanyas-photo [430, 232, 838, 452]
swatch-cyan [690, 2321, 705, 2336]
